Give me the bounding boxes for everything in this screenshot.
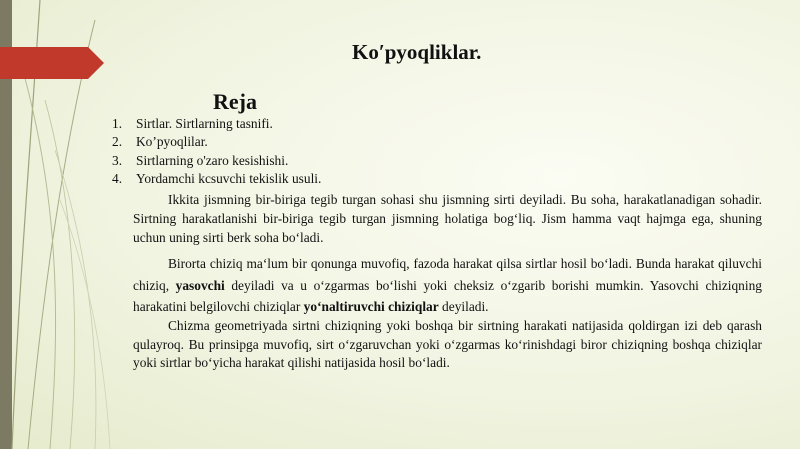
term-yonaltiruvchi: yo‘naltiruvchi chiziqlar bbox=[303, 299, 439, 314]
plan-item: 1. Sirtlar. Sirtlarning tasnifi. bbox=[112, 116, 273, 131]
slide-title: Ko′pyoqliklar. bbox=[352, 40, 482, 64]
plan-item: 3. Sirtlarning o'zaro kesishishi. bbox=[112, 152, 289, 168]
term-yasovchi: yasovchi bbox=[175, 277, 225, 293]
plan-item: 2. Ko’pyoqlilar. bbox=[112, 134, 208, 150]
plan-item: 4. Yordamchi kcsuvchi tekislik usuli. bbox=[112, 170, 322, 186]
plan-heading: Reja bbox=[213, 89, 257, 114]
accent-arrow-shape bbox=[0, 47, 104, 79]
paragraph-surface-definition: Ikkita jismning bir-biriga tegib turgan sohasi shu jismning sirti deyiladi. Bu soha, harakatlanadigan sohadir. Sirtning harakatlanishi bir-biriga tegib turgan jismning holatiga bog‘liq. Jism hamma vaqt hajmga ega, shuning uchun uning sirti berk soha bo‘ladi. bbox=[133, 192, 762, 245]
paragraph-descriptive-geometry: Chizma geometriyada sirtni chiziqning yoki boshqa bir sirtning harakati natijasida qoldirgan izi deb qarash qulayroq. Bu prinsipga muvofiq, sirt o‘zgaruvchan yoki o‘zgarmas ko‘rinishdagi biror chiziqning boshqa chiziqlar yoki sirtlar bo‘yicha harakat qilishi natijasida hosil bo‘ladi. bbox=[133, 318, 762, 370]
plan-list bbox=[112, 115, 321, 188]
paragraph-generatrix: Birorta chiziq ma‘lum bir qonunga muvofiq, fazoda harakat qilsa sirtlar hosil bo‘ladi. Bunda harakat qiluvchi chiziq, yasovchi deyiladi va u o‘zgarmas bo‘lishi yoki cheksiz o‘zgarib borishi mumkin. Yasovchi chiziqning harakatini belgilovchi chiziqlar yo‘naltiruvchi chiziqlar deyiladi. bbox=[133, 256, 762, 314]
